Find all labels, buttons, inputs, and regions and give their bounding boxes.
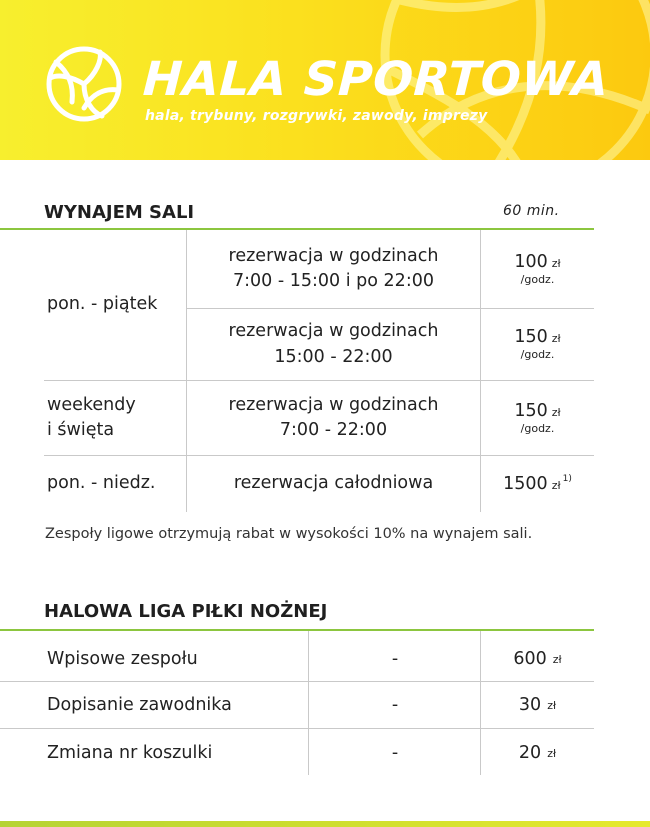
desc-line: 7:00 - 15:00 i po 22:00 <box>233 271 434 291</box>
table-row <box>0 729 594 777</box>
price-unit: /godz. <box>520 272 555 286</box>
price-unit: /godz. <box>520 421 555 435</box>
desc-line: rezerwacja w godzinach <box>228 245 439 266</box>
price-currency: zł <box>552 652 562 666</box>
fee-price <box>481 635 594 683</box>
desc-line: 15:00 - 22:00 <box>274 346 393 367</box>
discount-note: Zespoły ligowe otrzymują rabat w wysokości 10% na wynajem sali. <box>45 526 533 542</box>
price-amount: 1500 <box>503 473 548 494</box>
days-label: pon. - niedz. <box>47 473 156 494</box>
price-amount: 600 <box>513 649 547 669</box>
price-amount: 20 <box>518 743 542 763</box>
header-banner <box>0 0 650 160</box>
price-currency: zł <box>551 478 561 492</box>
desc-line: rezerwacja całodniowa <box>233 473 434 494</box>
days-weekdays <box>0 230 186 380</box>
price-currency: zł <box>547 698 557 712</box>
bottom-accent-bar <box>0 821 650 827</box>
days-weekends <box>0 381 186 455</box>
page-title: HALA SPORTOWA <box>141 52 611 107</box>
league-divider <box>0 629 594 631</box>
rental-price-4 <box>481 456 594 512</box>
fee-dash: - <box>391 695 399 715</box>
fee-dash: - <box>391 743 399 763</box>
rental-desc-4 <box>187 456 480 512</box>
price-currency: zł <box>547 746 557 760</box>
desc-line: rezerwacja w godzinach <box>228 321 439 342</box>
price-currency: zł <box>551 405 561 419</box>
league-heading: HALOWA LIGA PIŁKI NOŻNEJ <box>44 601 328 622</box>
rental-price-3 <box>481 381 594 455</box>
price-currency: zł <box>551 256 561 270</box>
fee-price <box>481 681 594 729</box>
price-currency: zł <box>551 332 561 346</box>
volleyball-icon <box>44 44 124 124</box>
rental-desc-1 <box>187 230 480 308</box>
rental-price-1 <box>481 230 594 308</box>
days-label: pon. - piątek <box>47 294 158 315</box>
table-row <box>0 681 594 729</box>
days-label: weekendy <box>47 394 136 415</box>
rental-desc-3 <box>187 381 480 455</box>
days-label: i święta <box>47 420 115 440</box>
rental-desc-2 <box>187 309 480 380</box>
desc-line: rezerwacja w godzinach <box>228 394 439 415</box>
fee-name: Zmiana nr koszulki <box>47 743 213 763</box>
rental-time-unit: 60 min. <box>503 203 560 219</box>
fee-name: Wpisowe zespołu <box>47 649 198 669</box>
fee-name: Dopisanie zawodnika <box>47 695 232 715</box>
fee-dash: - <box>391 649 399 669</box>
desc-line: 7:00 - 22:00 <box>279 420 388 440</box>
price-amount: 30 <box>518 695 542 715</box>
price-amount: 100 <box>514 251 548 272</box>
rental-price-2 <box>481 309 594 380</box>
page-subtitle: hala, trybuny, rozgrywki, zawody, imprezy <box>145 108 488 124</box>
table-row <box>0 635 594 683</box>
days-all-week <box>0 456 186 512</box>
fee-price <box>481 729 594 777</box>
price-unit: /godz. <box>520 348 555 362</box>
price-amount: 150 <box>514 327 548 348</box>
rental-heading: WYNAJEM SALI <box>44 202 195 223</box>
price-amount: 150 <box>514 400 548 421</box>
footnote-marker: 1) <box>562 473 572 484</box>
